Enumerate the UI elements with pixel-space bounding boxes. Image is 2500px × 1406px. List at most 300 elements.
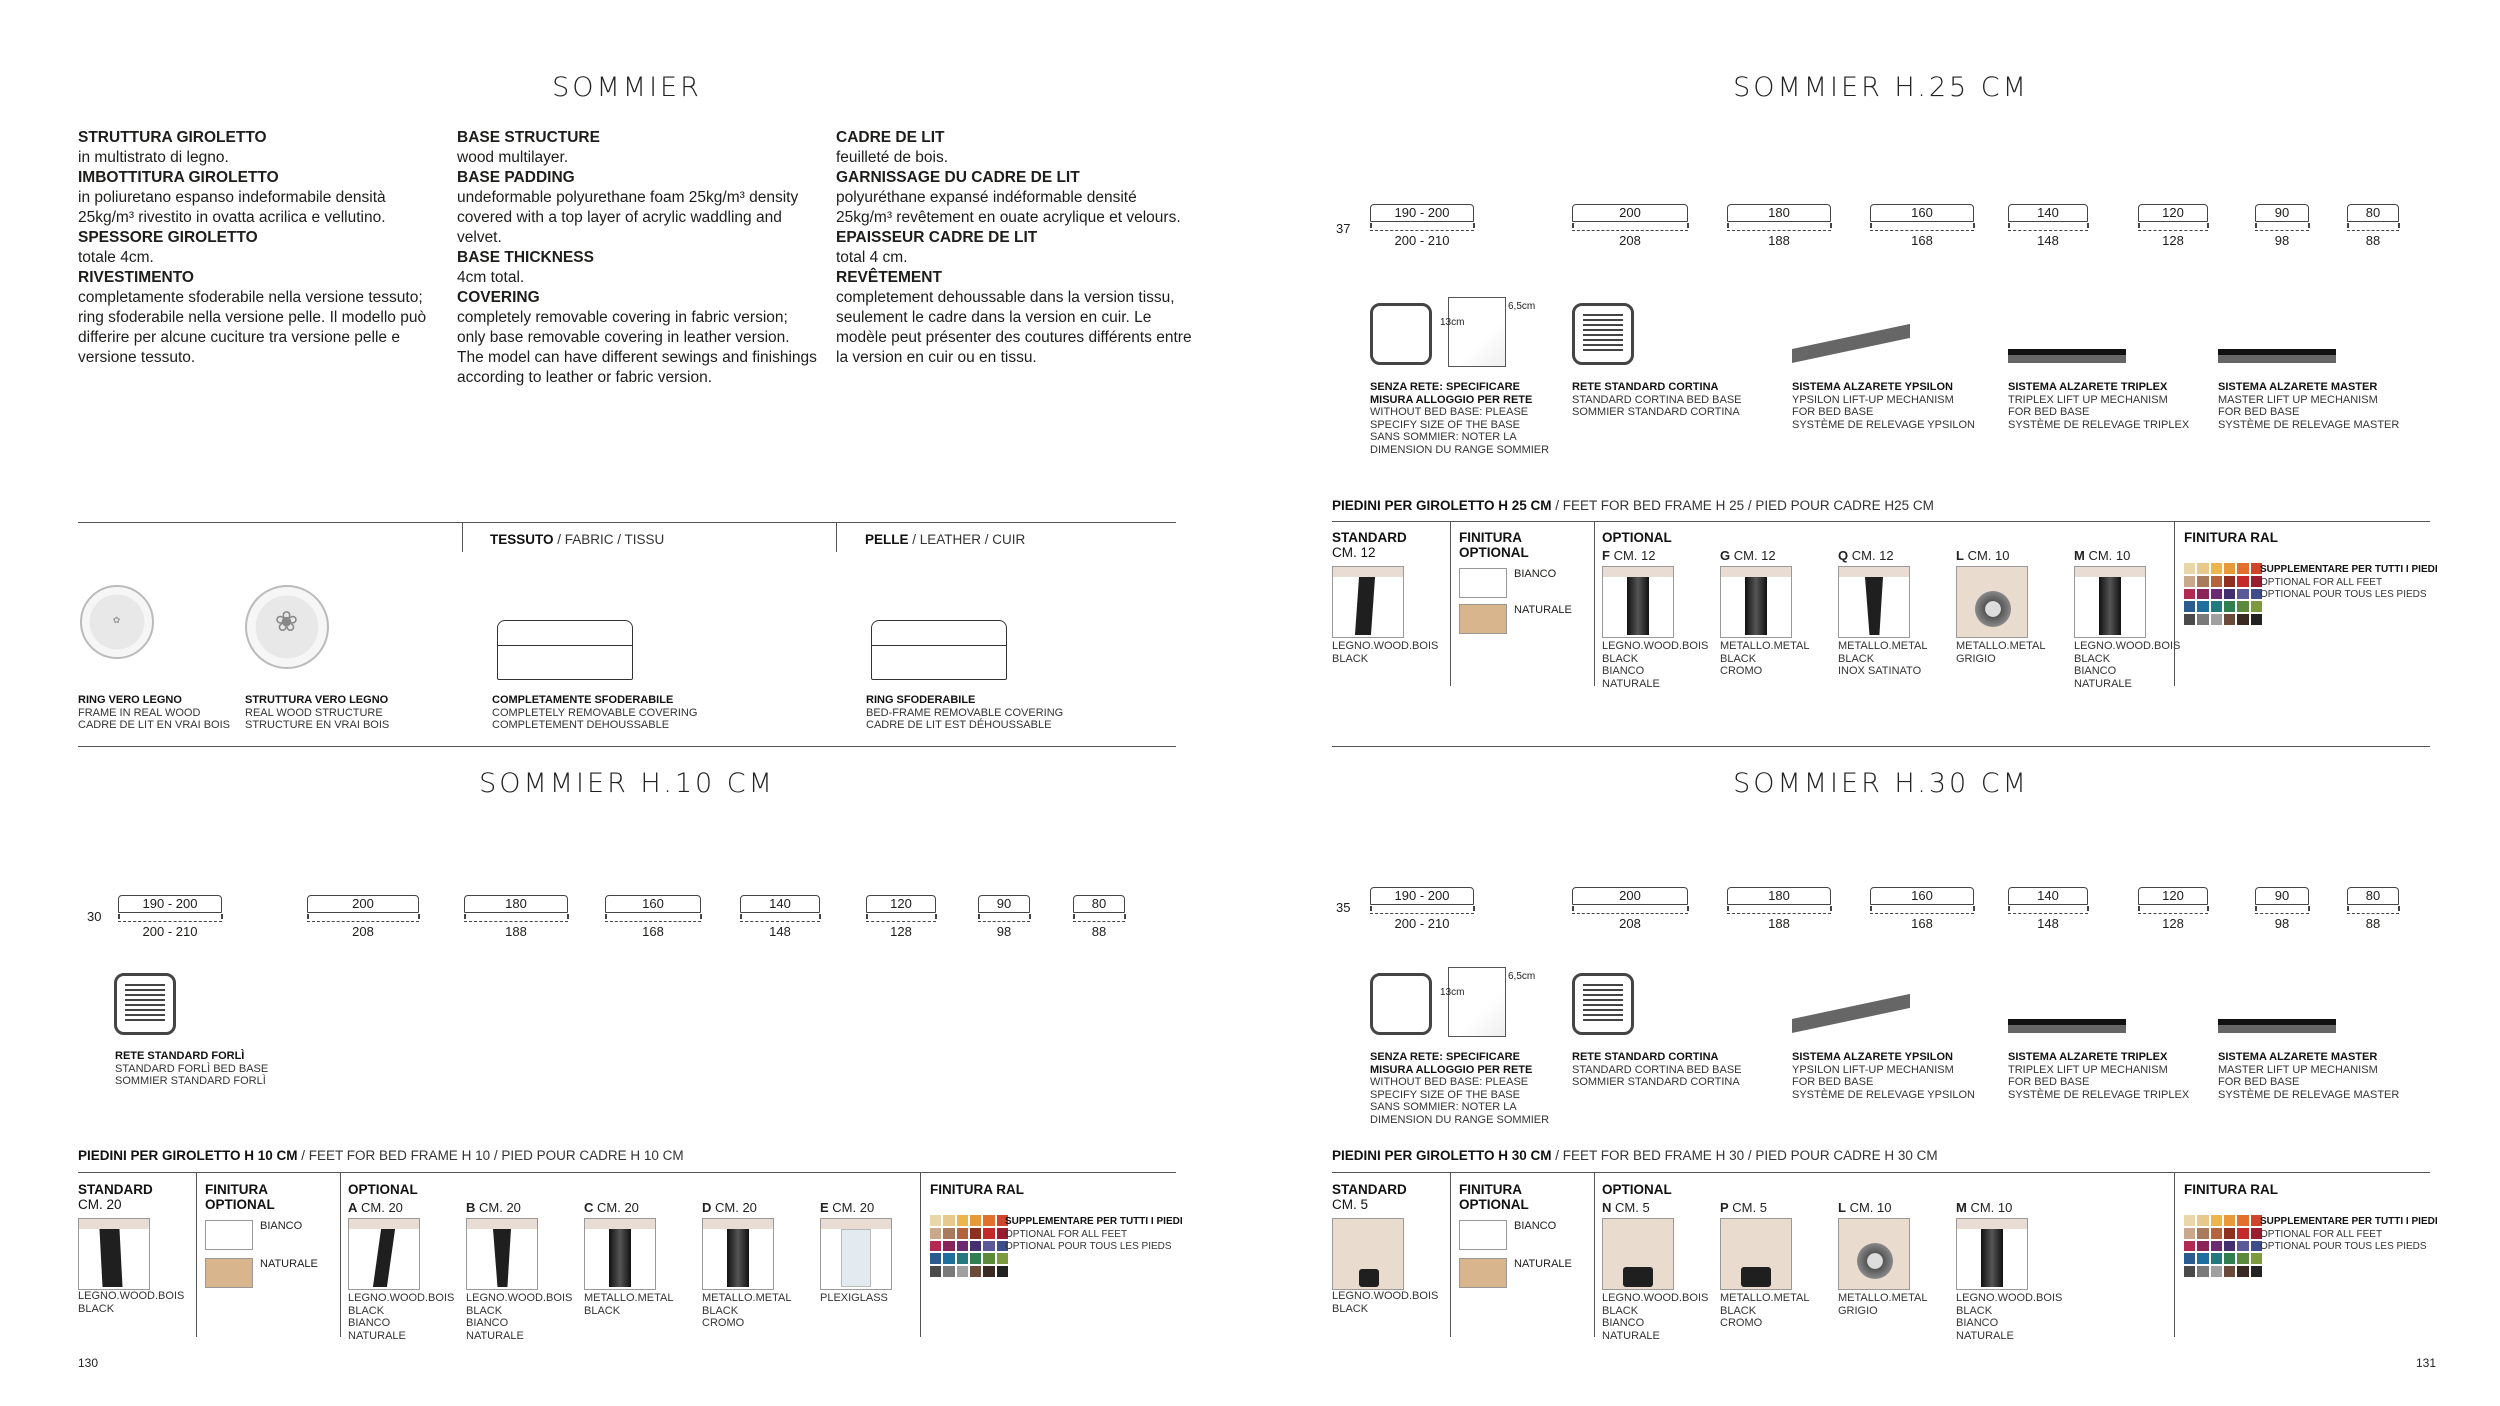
ral-color-swatch <box>2211 1266 2222 1277</box>
divider <box>1450 1172 1451 1337</box>
ral-color-swatch <box>930 1241 941 1252</box>
foot-n-caption: LEGNO.WOOD.BOIS BLACK BIANCO NATURALE <box>1602 1292 1709 1342</box>
title-sommier-h10: SOMMIER H.10 CM <box>479 768 775 799</box>
foot-p-caption: METALLO.METAL BLACK CROMO <box>1720 1292 1810 1329</box>
ral-color-swatch <box>2197 1215 2208 1226</box>
foot-n-label: N CM. 5 <box>1602 1200 1650 1215</box>
finitura-optional-label: FINITURA OPTIONAL <box>1459 530 1529 560</box>
foot-p-swatch <box>1720 1218 1792 1290</box>
standard-foot-swatch <box>1332 566 1404 638</box>
foot-l-leg <box>1857 1243 1893 1279</box>
page-number-right: 131 <box>2416 1356 2437 1370</box>
ral-caption: SUPPLEMENTARE PER TUTTI I PIEDI OPTIONAL FOR ALL FEET OPTIONAL POUR TOUS LES PIEDS <box>2260 1216 2438 1252</box>
pelle-heading: PELLE / LEATHER / CUIR <box>865 532 1026 547</box>
ral-color-swatch <box>2184 576 2195 587</box>
ral-color-swatch <box>970 1228 981 1239</box>
bed-frame <box>118 895 222 913</box>
ral-color-swatch <box>2197 1228 2208 1239</box>
foot-b-leg <box>493 1229 511 1287</box>
optional-label: OPTIONAL <box>348 1182 418 1197</box>
foot-m-label: M CM. 10 <box>1956 1200 2013 1215</box>
ral-color-swatch <box>2197 589 2208 600</box>
bed-mattress-size: 140 <box>2037 888 2059 903</box>
bed-outer-size: 208 <box>1572 913 1688 931</box>
bed-frame <box>2255 887 2309 905</box>
bed-mattress-size: 160 <box>1911 205 1933 220</box>
bed-mattress-size: 190 - 200 <box>1394 205 1450 220</box>
foot-a-leg <box>373 1229 395 1287</box>
ral-color-swatch <box>2251 601 2262 612</box>
foot-b-swatch <box>466 1218 538 1290</box>
ral-color-swatch <box>2237 1253 2248 1264</box>
bed-frame <box>978 895 1030 913</box>
ral-color-swatch <box>2251 614 2262 625</box>
ral-color-swatch <box>2211 576 2222 587</box>
bed-mattress-size: 190 - 200 <box>1394 888 1450 903</box>
ral-color-swatch <box>983 1241 994 1252</box>
ral-color-swatch <box>2224 1241 2235 1252</box>
ral-color-swatch <box>2197 614 2208 625</box>
ral-color-swatch <box>2224 1228 2235 1239</box>
naturale-swatch <box>205 1258 253 1288</box>
bianco-swatch <box>1459 568 1507 598</box>
caption-rete-forli: RETE STANDARD FORLÌ STANDARD FORLÌ BED BASE SOMMIER STANDARD FORLÌ <box>115 1050 269 1087</box>
divider <box>78 746 1176 747</box>
bed-outer-size: 88 <box>2347 230 2399 248</box>
bed-outer-size: 168 <box>605 921 701 939</box>
naturale-swatch <box>1459 1258 1507 1288</box>
divider <box>1594 1172 1595 1337</box>
standard-foot-swatch <box>78 1218 150 1290</box>
ral-palette <box>2184 1215 2262 1277</box>
ral-color-swatch <box>2184 563 2195 574</box>
divider <box>1594 521 1595 686</box>
fabric-bed-drawing <box>497 620 633 680</box>
ral-color-swatch <box>2197 563 2208 574</box>
ral-color-swatch <box>2211 589 2222 600</box>
bed-frame <box>1073 895 1125 913</box>
finitura-ral-label: FINITURA RAL <box>2184 530 2278 545</box>
foot-c-swatch <box>584 1218 656 1290</box>
page-title-sommier: SOMMIER <box>552 72 702 103</box>
rete-forli-icon <box>114 973 176 1035</box>
bed-outer-size: 208 <box>1572 230 1688 248</box>
desc-french: CADRE DE LIT feuilleté de bois. GARNISSAGE DU CADRE DE LIT polyuréthane expansé indéformable densité 25kg/m³ revêtement en ouate acrylique et velours. EPAISSEUR CADRE DE LIT total 4 cm. REVÊTEMENT completement dehoussable dans la version tissu, seulement le cadre dans la version en cuir. Le modèle peut présenter des coutures différents entre la version en cuir ou en tissu. <box>836 129 1192 366</box>
bed-frame <box>2138 204 2208 222</box>
desc-english: BASE STRUCTURE wood multilayer. BASE PADDING undeformable polyurethane foam 25kg/m³ density covered with a top layer of acrylic waddling and velvet. BASE THICKNESS 4cm total. COVERING completely removable covering in fabric version; only base removable covering in leather version. The model can have different sewings and finishings according to leather or fabric version. <box>457 129 817 386</box>
bed-frame <box>2008 204 2088 222</box>
caption-triplex: SISTEMA ALZARETE TRIPLEX TRIPLEX LIFT UP MECHANISM FOR BED BASE SYSTÈME DE RELEVAGE TRIPLEX <box>2008 1051 2190 1101</box>
bed-mattress-size: 180 <box>1768 888 1790 903</box>
foot-l-label: L CM. 10 <box>1956 548 2010 563</box>
title-sommier-h25: SOMMIER H.25 CM <box>1733 72 2029 103</box>
bed-frame <box>1572 887 1688 905</box>
bed-outer-size: 168 <box>1870 913 1974 931</box>
bed-frame <box>1572 204 1688 222</box>
ral-color-swatch <box>2224 563 2235 574</box>
divider <box>2174 1172 2175 1337</box>
ral-color-swatch <box>997 1253 1008 1264</box>
foot-g-caption: METALLO.METAL BLACK CROMO <box>1720 640 1810 677</box>
bed-outer-size: 208 <box>307 921 419 939</box>
bed-frame <box>866 895 936 913</box>
caption-triplex: SISTEMA ALZARETE TRIPLEX TRIPLEX LIFT UP MECHANISM FOR BED BASE SYSTÈME DE RELEVAGE TRIPLEX <box>2008 381 2190 431</box>
foot-p-label: P CM. 5 <box>1720 1200 1767 1215</box>
ral-color-swatch <box>930 1228 941 1239</box>
standard-foot-caption: LEGNO.WOOD.BOIS BLACK <box>78 1290 185 1315</box>
divider <box>836 522 837 552</box>
ral-color-swatch <box>2184 1215 2195 1226</box>
bed-mattress-size: 140 <box>2037 205 2059 220</box>
bed-outer-size: 148 <box>2008 230 2088 248</box>
ral-color-swatch <box>2197 576 2208 587</box>
ral-color-swatch <box>2237 563 2248 574</box>
ral-color-swatch <box>983 1253 994 1264</box>
foot-n-leg <box>1623 1267 1653 1287</box>
caption-rete-cortina: RETE STANDARD CORTINA STANDARD CORTINA BED BASE SOMMIER STANDARD CORTINA <box>1572 381 1742 418</box>
divider <box>1332 746 2430 747</box>
divider <box>1332 521 2430 522</box>
dim-65cm: 6,5cm <box>1508 301 1536 312</box>
foot-f-swatch <box>1602 566 1674 638</box>
title-sommier-h30: SOMMIER H.30 CM <box>1733 768 2029 799</box>
foot-b-caption: LEGNO.WOOD.BOIS BLACK BIANCO NATURALE <box>466 1292 573 1342</box>
foot-c-leg <box>609 1229 631 1287</box>
bed-mattress-size: 180 <box>505 896 527 911</box>
struttura-vero-legno-badge: ❀ <box>245 585 329 669</box>
foot-q-swatch <box>1838 566 1910 638</box>
bed-outer-size: 98 <box>2255 230 2309 248</box>
finitura-optional-label: FINITURA OPTIONAL <box>205 1182 275 1212</box>
foot-q-caption: METALLO.METAL BLACK INOX SATINATO <box>1838 640 1928 677</box>
ral-caption: SUPPLEMENTARE PER TUTTI I PIEDI OPTIONAL FOR ALL FEET OPTIONAL POUR TOUS LES PIEDS <box>1005 1216 1183 1252</box>
ring-vero-legno-badge: ✿ <box>80 585 154 659</box>
bed-frame <box>1727 204 1831 222</box>
ral-color-swatch <box>983 1215 994 1226</box>
finitura-ral-label: FINITURA RAL <box>930 1182 1024 1197</box>
bed-frame <box>1370 204 1474 222</box>
foot-l-swatch <box>1838 1218 1910 1290</box>
finitura-ral-label: FINITURA RAL <box>2184 1182 2278 1197</box>
foot-q-leg <box>1865 577 1883 635</box>
ral-color-swatch <box>2211 1215 2222 1226</box>
foot-l-caption: METALLO.METAL GRIGIO <box>1838 1292 1928 1317</box>
bed-mattress-size: 200 <box>1619 888 1641 903</box>
bed-frame <box>740 895 820 913</box>
ypsilon-lift-icon <box>1792 994 1910 1033</box>
bed-frame <box>1870 204 1974 222</box>
foot-f-leg <box>1627 577 1649 635</box>
naturale-label: NATURALE <box>1514 1258 1572 1270</box>
bed-frame <box>1870 887 1974 905</box>
ral-color-swatch <box>930 1253 941 1264</box>
caption-ring-sfoderabile: RING SFODERABILE BED-FRAME REMOVABLE COVERING CADRE DE LIT EST DÉHOUSSABLE <box>866 694 1064 731</box>
ral-color-swatch <box>2197 601 2208 612</box>
caption-senza-rete: SENZA RETE: SPECIFICARE MISURA ALLOGGIO PER RETE WITHOUT BED BASE: PLEASE SPECIFY SIZE OF THE BASE SANS SOMMIER: NOTER LA DIMENSION DU RANGE SOMMIER <box>1370 1051 1550 1126</box>
divider <box>196 1172 197 1337</box>
feet-h10-heading: PIEDINI PER GIROLETTO H 10 CM / FEET FOR BED FRAME H 10 / PIED POUR CADRE H 10 CM <box>78 1148 684 1163</box>
foot-f-caption: LEGNO.WOOD.BOIS BLACK BIANCO NATURALE <box>1602 640 1709 690</box>
ral-color-swatch <box>2251 1266 2262 1277</box>
foot-e-caption: PLEXIGLASS <box>820 1292 888 1304</box>
foot-l-leg <box>1975 591 2011 627</box>
foot-f-label: F CM. 12 <box>1602 548 1656 563</box>
ral-color-swatch <box>2237 601 2248 612</box>
standard-label: STANDARD CM. 5 <box>1332 1182 1407 1212</box>
bed-outer-size: 200 - 210 <box>1370 913 1474 931</box>
ral-color-swatch <box>2237 1266 2248 1277</box>
ral-color-swatch <box>2211 563 2222 574</box>
foot-m-label: M CM. 10 <box>2074 548 2131 563</box>
ral-color-swatch <box>2184 1241 2195 1252</box>
bed-outer-size: 188 <box>1727 230 1831 248</box>
bed-frame <box>2347 204 2399 222</box>
desc-italian: STRUTTURA GIROLETTO in multistrato di legno. IMBOTTITURA GIROLETTO in poliuretano espanso indeformabile densità 25kg/m³ rivestito in ovatta acrilica e vellutino. SPESSORE GIROLETTO totale 4cm. RIVESTIMENTO completamente sfoderabile nella versione tessuto; ring sfoderabile nella versione pelle. Il modello può differire per alcune cuciture tra versione pelle e versione tessuto. <box>78 129 427 366</box>
ral-color-swatch <box>2211 1253 2222 1264</box>
corner-dimension-drawing <box>1448 297 1506 367</box>
ral-color-swatch <box>957 1266 968 1277</box>
divider <box>1450 521 1451 686</box>
foot-a-label: A CM. 20 <box>348 1200 403 1215</box>
bed-frame <box>1370 887 1474 905</box>
foot-m-swatch <box>1956 1218 2028 1290</box>
foot-m-leg <box>2099 577 2121 635</box>
ral-color-swatch <box>943 1241 954 1252</box>
feet-h25-heading: PIEDINI PER GIROLETTO H 25 CM / FEET FOR BED FRAME H 25 / PIED POUR CADRE H25 CM <box>1332 498 1934 513</box>
page-number-left: 130 <box>78 1356 99 1370</box>
bed-mattress-size: 80 <box>1091 896 1107 911</box>
ral-color-swatch <box>2224 1253 2235 1264</box>
optional-label: OPTIONAL <box>1602 530 1672 545</box>
foot-m-caption: LEGNO.WOOD.BOIS BLACK BIANCO NATURALE <box>1956 1292 2063 1342</box>
foot-g-swatch <box>1720 566 1792 638</box>
divider <box>78 1172 1176 1173</box>
bed-outer-size: 200 - 210 <box>1370 230 1474 248</box>
standard-foot-swatch <box>1332 1218 1404 1290</box>
bed-mattress-size: 120 <box>2162 205 2184 220</box>
bed-outer-size: 128 <box>866 921 936 939</box>
ral-color-swatch <box>957 1228 968 1239</box>
ral-color-swatch <box>2224 1266 2235 1277</box>
bed-frame <box>2008 887 2088 905</box>
master-lift-icon <box>2218 1019 2336 1033</box>
caption-master: SISTEMA ALZARETE MASTER MASTER LIFT UP MECHANISM FOR BED BASE SYSTÈME DE RELEVAGE MASTER <box>2218 381 2400 431</box>
foot-b-label: B CM. 20 <box>466 1200 521 1215</box>
bed-mattress-size: 80 <box>2365 205 2381 220</box>
master-lift-icon <box>2218 349 2336 363</box>
foot-g-label: G CM. 12 <box>1720 548 1776 563</box>
bed-mattress-size: 180 <box>1768 205 1790 220</box>
dim-65cm: 6,5cm <box>1508 971 1536 982</box>
caption-rete-cortina: RETE STANDARD CORTINA STANDARD CORTINA BED BASE SOMMIER STANDARD CORTINA <box>1572 1051 1742 1088</box>
bed-outer-size: 128 <box>2138 230 2208 248</box>
ral-color-swatch <box>943 1253 954 1264</box>
caption-master: SISTEMA ALZARETE MASTER MASTER LIFT UP MECHANISM FOR BED BASE SYSTÈME DE RELEVAGE MASTER <box>2218 1051 2400 1101</box>
ral-color-swatch <box>2237 576 2248 587</box>
bed-outer-size: 188 <box>464 921 568 939</box>
ral-color-swatch <box>943 1215 954 1226</box>
ral-color-swatch <box>2251 1253 2262 1264</box>
bed-mattress-size: 190 - 200 <box>142 896 198 911</box>
ral-color-swatch <box>2211 1228 2222 1239</box>
ral-color-swatch <box>2184 1253 2195 1264</box>
ral-color-swatch <box>2237 1228 2248 1239</box>
ral-color-swatch <box>970 1266 981 1277</box>
foot-m-swatch <box>2074 566 2146 638</box>
bed-mattress-size: 120 <box>890 896 912 911</box>
foot-d-swatch <box>702 1218 774 1290</box>
caption-ypsilon: SISTEMA ALZARETE YPSILON YPSILON LIFT-UP MECHANISM FOR BED BASE SYSTÈME DE RELEVAGE YPSILON <box>1792 1051 1975 1101</box>
triplex-lift-icon <box>2008 1019 2126 1033</box>
naturale-label: NATURALE <box>1514 604 1572 616</box>
ral-palette <box>930 1215 1008 1277</box>
bed-mattress-size: 90 <box>2274 205 2290 220</box>
bed-mattress-size: 120 <box>2162 888 2184 903</box>
bed-frame <box>464 895 568 913</box>
ral-color-swatch <box>970 1215 981 1226</box>
ral-color-swatch <box>930 1266 941 1277</box>
ral-color-swatch <box>2224 614 2235 625</box>
foot-l-label: L CM. 10 <box>1838 1200 1892 1215</box>
feet-h30-heading: PIEDINI PER GIROLETTO H 30 CM / FEET FOR BED FRAME H 30 / PIED POUR CADRE H 30 CM <box>1332 1148 1938 1163</box>
ral-color-swatch <box>943 1266 954 1277</box>
senza-rete-icon <box>1370 303 1432 365</box>
ral-color-swatch <box>2184 1228 2195 1239</box>
naturale-label: NATURALE <box>260 1258 318 1270</box>
foot-l-caption: METALLO.METAL GRIGIO <box>1956 640 2046 665</box>
caption-struttura-vero-legno: STRUTTURA VERO LEGNO REAL WOOD STRUCTURE STRUCTURE EN VRAI BOIS <box>245 694 390 731</box>
ral-color-swatch <box>970 1241 981 1252</box>
divider <box>462 522 463 552</box>
foot-c-label: C CM. 20 <box>584 1200 639 1215</box>
standard-label: STANDARD CM. 20 <box>78 1182 153 1212</box>
ral-color-swatch <box>2237 614 2248 625</box>
ral-color-swatch <box>2197 1253 2208 1264</box>
caption-sfoderabile: COMPLETAMENTE SFODERABILE COMPLETELY REMOVABLE COVERING COMPLETEMENT DEHOUSSABLE <box>492 694 698 731</box>
foot-d-leg <box>727 1229 749 1287</box>
foot-d-caption: METALLO.METAL BLACK CROMO <box>702 1292 792 1329</box>
foot-m-caption: LEGNO.WOOD.BOIS BLACK BIANCO NATURALE <box>2074 640 2181 690</box>
ral-color-swatch <box>2224 589 2235 600</box>
foot-g-leg <box>1745 577 1767 635</box>
caption-ring-vero-legno: RING VERO LEGNO FRAME IN REAL WOOD CADRE DE LIT EN VRAI BOIS <box>78 694 231 731</box>
bed-outer-size: 200 - 210 <box>118 921 222 939</box>
divider <box>920 1172 921 1337</box>
bed-outer-size: 168 <box>1870 230 1974 248</box>
foot-q-label: Q CM. 12 <box>1838 548 1894 563</box>
bed-mattress-size: 90 <box>2274 888 2290 903</box>
foot-c-caption: METALLO.METAL BLACK <box>584 1292 674 1317</box>
bianco-label: BIANCO <box>1514 568 1557 580</box>
senza-rete-icon <box>1370 973 1432 1035</box>
foot-a-caption: LEGNO.WOOD.BOIS BLACK BIANCO NATURALE <box>348 1292 455 1342</box>
rete-cortina-icon <box>1572 973 1634 1035</box>
ral-color-swatch <box>930 1215 941 1226</box>
divider <box>340 1172 341 1337</box>
bed-outer-size: 148 <box>740 921 820 939</box>
ral-color-swatch <box>983 1266 994 1277</box>
height-label: 30 <box>87 909 102 924</box>
bed-outer-size: 148 <box>2008 913 2088 931</box>
ral-color-swatch <box>997 1266 1008 1277</box>
bed-mattress-size: 80 <box>2365 888 2381 903</box>
naturale-swatch <box>1459 604 1507 634</box>
ral-color-swatch <box>2184 1266 2195 1277</box>
bed-mattress-size: 160 <box>1911 888 1933 903</box>
foot-d-label: D CM. 20 <box>702 1200 757 1215</box>
foot-n-swatch <box>1602 1218 1674 1290</box>
foot-e-leg <box>841 1229 871 1287</box>
ral-color-swatch <box>2237 589 2248 600</box>
leather-bed-drawing <box>871 620 1007 680</box>
standard-label: STANDARD CM. 12 <box>1332 530 1407 560</box>
ral-caption: SUPPLEMENTARE PER TUTTI I PIEDI OPTIONAL FOR ALL FEET OPTIONAL POUR TOUS LES PIEDS <box>2260 564 2438 600</box>
ypsilon-lift-icon <box>1792 324 1910 363</box>
caption-ypsilon: SISTEMA ALZARETE YPSILON YPSILON LIFT-UP MECHANISM FOR BED BASE SYSTÈME DE RELEVAGE YPSILON <box>1792 381 1975 431</box>
ral-color-swatch <box>2237 1241 2248 1252</box>
bianco-swatch <box>1459 1220 1507 1250</box>
standard-foot-caption: LEGNO.WOOD.BOIS BLACK <box>1332 640 1439 665</box>
bianco-label: BIANCO <box>1514 1220 1557 1232</box>
foot-p-leg <box>1741 1267 1771 1287</box>
rete-cortina-icon <box>1572 303 1634 365</box>
foot-e-label: E CM. 20 <box>820 1200 875 1215</box>
bed-mattress-size: 90 <box>996 896 1012 911</box>
standard-foot-caption: LEGNO.WOOD.BOIS BLACK <box>1332 1290 1439 1315</box>
caption-senza-rete: SENZA RETE: SPECIFICARE MISURA ALLOGGIO PER RETE WITHOUT BED BASE: PLEASE SPECIFY SIZE OF THE BASE SANS SOMMIER: NOTER LA DIMENSION DU RANGE SOMMIER <box>1370 381 1550 456</box>
bed-mattress-size: 200 <box>352 896 374 911</box>
bed-outer-size: 98 <box>2255 913 2309 931</box>
ral-color-swatch <box>957 1241 968 1252</box>
ral-color-swatch <box>970 1253 981 1264</box>
ral-color-swatch <box>2224 576 2235 587</box>
bed-frame <box>2138 887 2208 905</box>
ral-color-swatch <box>957 1215 968 1226</box>
ral-palette <box>2184 563 2262 625</box>
foot-e-swatch <box>820 1218 892 1290</box>
bed-outer-size: 128 <box>2138 913 2208 931</box>
bed-mattress-size: 160 <box>642 896 664 911</box>
ral-color-swatch <box>2184 614 2195 625</box>
bianco-label: BIANCO <box>260 1220 303 1232</box>
bed-frame <box>2347 887 2399 905</box>
tessuto-heading: TESSUTO / FABRIC / TISSU <box>490 532 665 547</box>
bed-frame <box>307 895 419 913</box>
bed-outer-size: 88 <box>1073 921 1125 939</box>
height-label: 37 <box>1336 221 1351 236</box>
ral-color-swatch <box>2224 601 2235 612</box>
ral-color-swatch <box>957 1253 968 1264</box>
finitura-optional-label: FINITURA OPTIONAL <box>1459 1182 1529 1212</box>
foot-l-swatch <box>1956 566 2028 638</box>
ral-color-swatch <box>2224 1215 2235 1226</box>
divider <box>1332 1172 2430 1173</box>
ral-color-swatch <box>2211 614 2222 625</box>
bed-frame <box>2255 204 2309 222</box>
bed-mattress-size: 140 <box>769 896 791 911</box>
ral-color-swatch <box>2184 601 2195 612</box>
triplex-lift-icon <box>2008 349 2126 363</box>
bed-frame <box>605 895 701 913</box>
ral-color-swatch <box>2237 1215 2248 1226</box>
dim-13cm: 13cm <box>1440 317 1465 328</box>
ral-color-swatch <box>983 1228 994 1239</box>
ral-color-swatch <box>2184 589 2195 600</box>
ral-color-swatch <box>2211 1241 2222 1252</box>
foot-a-swatch <box>348 1218 420 1290</box>
dim-13cm: 13cm <box>1440 987 1465 998</box>
corner-dimension-drawing <box>1448 967 1506 1037</box>
